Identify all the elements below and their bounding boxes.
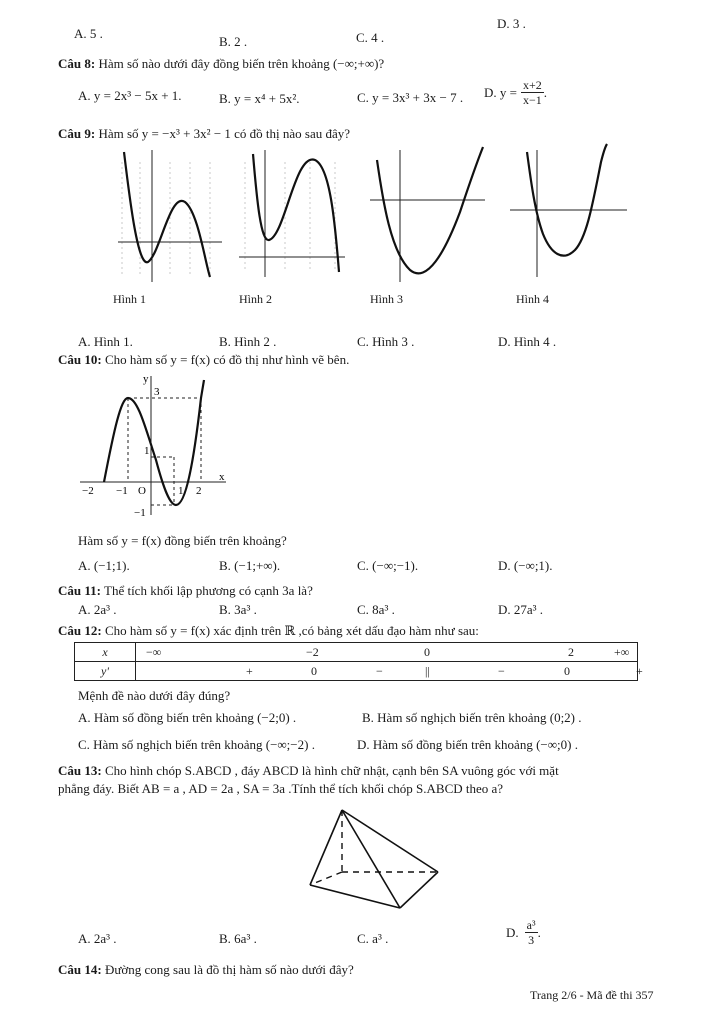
q8-label: Câu 8:: [58, 56, 96, 71]
q12-table-row-y: [75, 662, 638, 681]
q12-option-c: C. Hàm số nghịch biến trên khoảng (−∞;−2) .: [78, 737, 315, 752]
q10-question: Hàm số y = f(x) đồng biến trên khoảng?: [78, 533, 287, 548]
q8-stem: [58, 56, 384, 72]
q9-option-b: B. Hình 2 .: [219, 334, 277, 349]
q12-cell-neg-inf: −∞: [146, 645, 162, 659]
q12-sign-4: ||: [425, 664, 430, 678]
q9-graph-4: [505, 142, 630, 292]
q12-option-b: B. Hàm số nghịch biến trên khoảng (0;2) .: [362, 710, 582, 725]
q14-stem: [58, 962, 354, 978]
q12-cell-two: 2: [568, 645, 574, 659]
q10-label-neg1: −1: [116, 485, 128, 497]
q12-label: Câu 12:: [58, 623, 102, 638]
q13-option-d-fraction: [525, 918, 538, 947]
q12-table-row-x: [75, 643, 638, 662]
q13-option-d-denominator: 3: [528, 933, 535, 947]
q14-label: Câu 14:: [58, 962, 102, 977]
q10-option-a: A. (−1;1).: [78, 558, 130, 573]
q10-label-2: 2: [196, 485, 202, 497]
q7-option-d: D. 3 .: [497, 16, 526, 31]
q9-caption-1: Hình 1: [113, 292, 146, 306]
q12-option-d: D. Hàm số đồng biến trên khoảng (−∞;0) .: [357, 737, 578, 752]
q10-label-origin: O: [138, 485, 146, 497]
q13-option-d-numerator: a³: [526, 918, 536, 932]
q12-question: Mệnh đề nào dưới đây đúng?: [78, 688, 231, 703]
q9-caption-3: Hình 3: [370, 292, 403, 306]
q12-option-a: A. Hàm số đồng biến trên khoảng (−2;0) .: [78, 710, 297, 725]
q9-option-c: C. Hình 3 .: [357, 334, 415, 349]
q12-sign-5: −: [498, 664, 505, 678]
q11-stem: [58, 583, 313, 599]
q10-option-c: C. (−∞;−1).: [357, 558, 419, 573]
q12-sign-3: −: [376, 664, 383, 678]
q13-option-d: D. $\frac{\text{a³}}{3}$ .: [506, 918, 541, 947]
q12-sign-table: [74, 642, 643, 681]
q9-option-a: A. Hình 1.: [78, 334, 133, 349]
q12-sign-6: 0: [564, 664, 570, 678]
q10-graph: [76, 370, 236, 520]
q9-caption-4: Hình 4: [516, 292, 549, 306]
q10-label-1: 1: [144, 445, 150, 457]
q8-option-d-numerator: x+2: [522, 78, 542, 92]
q12-stem: [58, 623, 479, 639]
q13-option-a: A. 2a³ .: [78, 931, 117, 946]
q7-option-b: B. 2 .: [219, 34, 248, 49]
q9-text: Hàm số y = −x³ + 3x² − 1 có đồ thị nào sau đây?: [98, 126, 351, 141]
q12-cell-zero: 0: [424, 645, 430, 659]
q11-option-c: C. 8a³ .: [357, 602, 395, 617]
q13-option-b: B. 6a³ .: [219, 931, 257, 946]
q12-cell-yprime: y': [75, 662, 136, 681]
q9-graph-2: [235, 142, 350, 292]
q10-label-neg1-y: −1: [134, 507, 146, 519]
q8-option-a: A. y = 2x³ − 5x + 1.: [78, 88, 182, 103]
q14-text: Đường cong sau là đồ thị hàm số nào dưới đây?: [104, 962, 354, 977]
q11-label: Câu 11:: [58, 583, 101, 598]
q8-option-b: B. y = x⁴ + 5x².: [219, 91, 300, 106]
q7-option-a: A. 5 .: [74, 26, 103, 41]
q12-row-y-values: [136, 662, 643, 681]
q12-cell-x: x: [75, 643, 136, 662]
q10-option-d: D. (−∞;1).: [498, 558, 553, 573]
q8-option-d-fraction: [521, 78, 544, 107]
q12-sign-7: +: [636, 664, 643, 678]
q10-x-label: x: [219, 471, 225, 483]
q10-label-neg2: −2: [82, 485, 94, 497]
q12-text: Cho hàm số y = f(x) xác định trên ℝ ,có bảng xét dấu đạo hàm như sau:: [104, 623, 479, 638]
q13-option-c: C. a³ .: [357, 931, 389, 946]
q8-option-d-denominator: x−1: [522, 93, 542, 107]
q8-option-c: C. y = 3x³ + 3x − 7 .: [357, 90, 464, 105]
q8-text: Hàm số nào dưới đây đồng biến trên khoảng (−∞;+∞)?: [98, 56, 385, 71]
q7-option-c: C. 4 .: [356, 30, 385, 45]
q9-caption-2: Hình 2: [239, 292, 272, 306]
q10-y-label: y: [143, 373, 149, 385]
q11-option-d: D. 27a³ .: [498, 602, 544, 617]
q12-sign-2: 0: [311, 664, 317, 678]
q11-option-a: A. 2a³ .: [78, 602, 117, 617]
q13-text-line1: Cho hình chóp S.ABCD , đáy ABCD là hình chữ nhật, cạnh bên SA vuông góc với mặt: [104, 763, 559, 778]
q13-stem-line2: phẳng đáy. Biết AB = a , AD = 2a , SA = 3a .Tính thể tích khối chóp S.ABCD theo a?: [58, 781, 504, 796]
q10-stem: [58, 352, 349, 368]
q12-cell-neg2: −2: [306, 645, 319, 659]
q8-option-d: D. y = $\frac{x+2}{x-1}$ .: [484, 78, 548, 107]
q13-stem-line1: [58, 763, 559, 779]
q11-text: Thể tích khối lập phương có cạnh 3a là?: [104, 583, 313, 598]
q13-option-d-prefix: D.: [506, 924, 519, 940]
q13-label: Câu 13:: [58, 763, 102, 778]
q12-row-x-values: [136, 643, 638, 662]
q9-graph-3: [365, 142, 490, 292]
q9-label: Câu 9:: [58, 126, 96, 141]
q12-cell-pos-inf: +∞: [614, 645, 630, 659]
q11-option-b: B. 3a³ .: [219, 602, 257, 617]
q10-text: Cho hàm số y = f(x) có đồ thị như hình vẽ bên.: [104, 352, 350, 367]
q12-sign-1: +: [246, 664, 253, 678]
q9-stem: [58, 126, 350, 142]
q13-pyramid-diagram: [300, 800, 450, 920]
page-footer: Trang 2/6 - Mã đề thi 357: [530, 988, 654, 1002]
q9-option-d: D. Hình 4 .: [498, 334, 557, 349]
q10-label: Câu 10:: [58, 352, 102, 367]
q10-option-b: B. (−1;+∞).: [219, 558, 281, 573]
q10-label-1-x: 1: [178, 485, 184, 497]
q9-graph-1: [110, 142, 230, 292]
q8-option-d-prefix: D. y =: [484, 84, 517, 100]
q10-label-3: 3: [154, 386, 160, 398]
